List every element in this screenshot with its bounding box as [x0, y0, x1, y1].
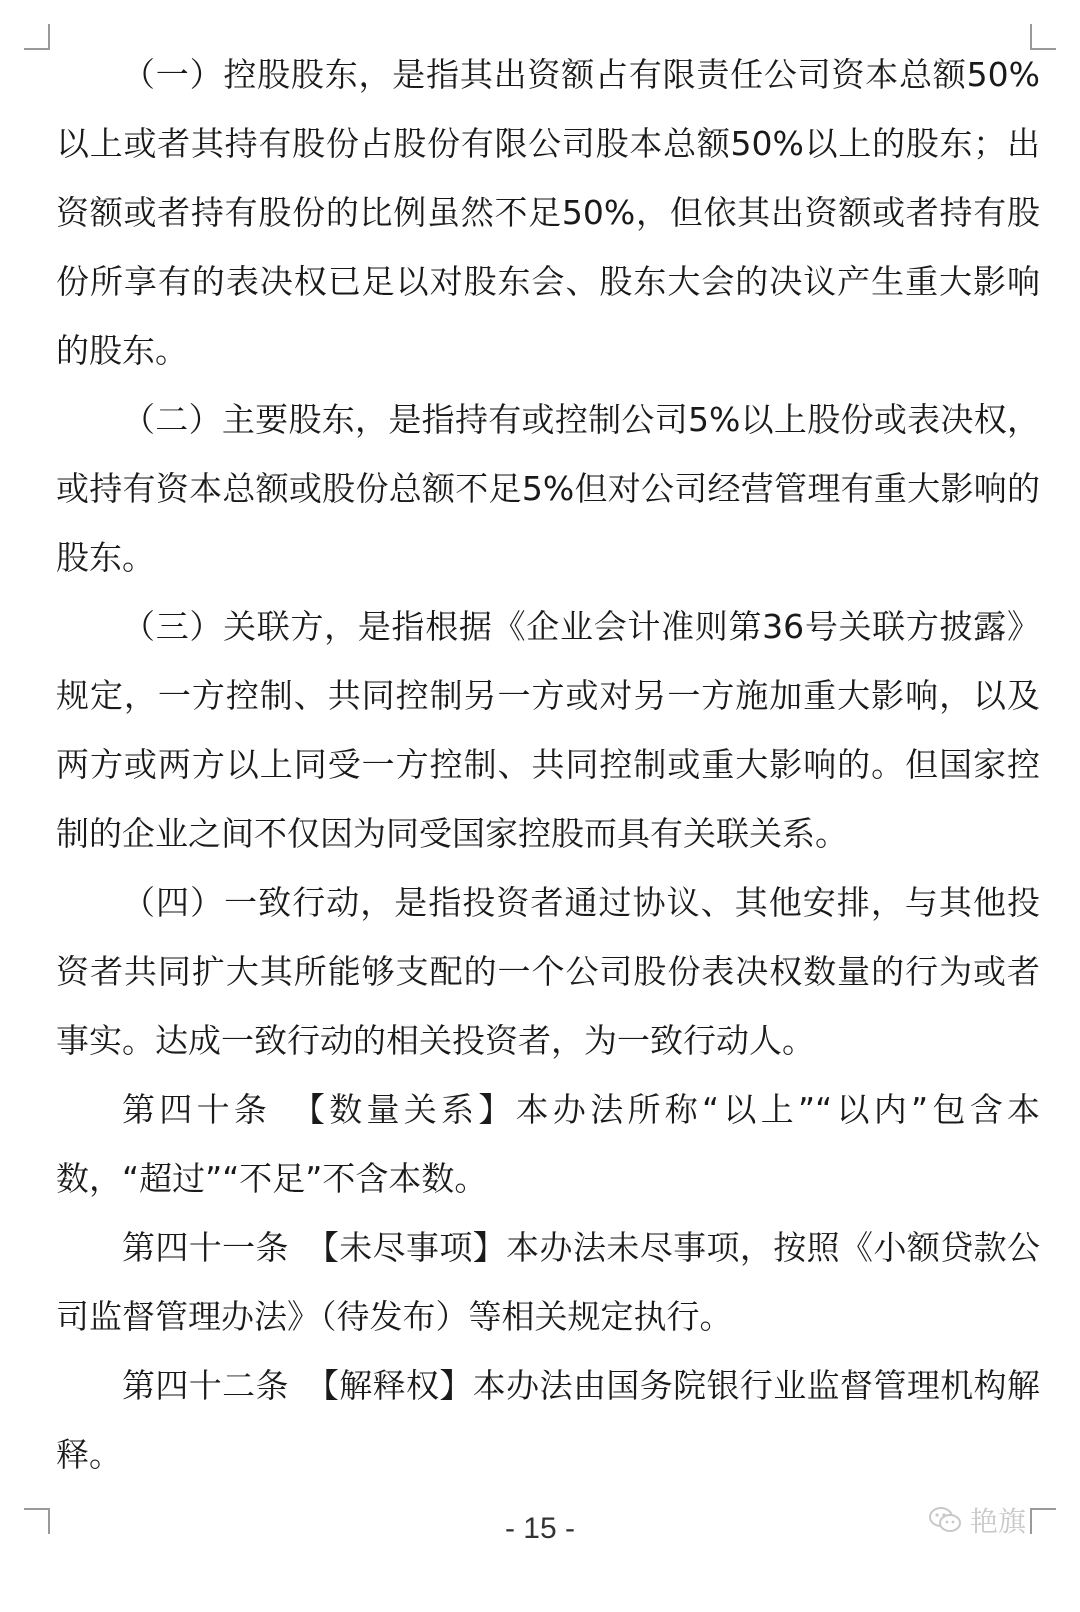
page-number: - 15 - — [504, 1512, 576, 1545]
watermark — [928, 1500, 1026, 1540]
paragraph-related-party: （三）关联方，是指根据《企业会计准则第36号关联方披露》规定，一方控制、共同控制另一方或对另一方施加重大影响，以及两方或两方以上同受一方控制、共同控制或重大影响的。但国家控制的企业之间不仅因为同受国家控股而具有关联关系。 — [56, 607, 1040, 853]
paragraph-controlling-shareholder: （一）控股股东，是指其出资额占有限责任公司资本总额50%以上或者其持有股份占股份有限公司股本总额50%以上的股东；出资额或者持有股份的比例虽然不足50%，但依其出资额或者持有股份所享有的表决权已足以对股东会、股东大会的决议产生重大影响的股东。 — [56, 55, 1040, 370]
article-41: 第四十一条 【未尽事项】本办法未尽事项，按照《小额贷款公司监督管理办法》（待发布）等相关规定执行。 — [56, 1228, 1040, 1336]
wechat-icon — [928, 1505, 962, 1535]
paragraph-concerted-action: （四）一致行动，是指投资者通过协议、其他安排，与其他投资者共同扩大其所能够支配的一个公司股份表决权数量的行为或者事实。达成一致行动的相关投资者，为一致行动人。 — [56, 883, 1040, 1060]
document-body — [56, 40, 1040, 1489]
paragraph-major-shareholder: （二）主要股东，是指持有或控制公司5%以上股份或表决权，或持有资本总额或股份总额不足5%但对公司经营管理有重大影响的股东。 — [56, 400, 1040, 577]
article-40: 第四十条 【数量关系】本办法所称“以上”“以内”包含本数，“超过”“不足”不含本数。 — [56, 1090, 1040, 1198]
watermark-text: 艳旗 — [970, 1505, 1027, 1538]
article-42: 第四十二条 【解释权】本办法由国务院银行业监督管理机构解释。 — [56, 1366, 1040, 1474]
crop-mark-top-left — [24, 24, 50, 50]
